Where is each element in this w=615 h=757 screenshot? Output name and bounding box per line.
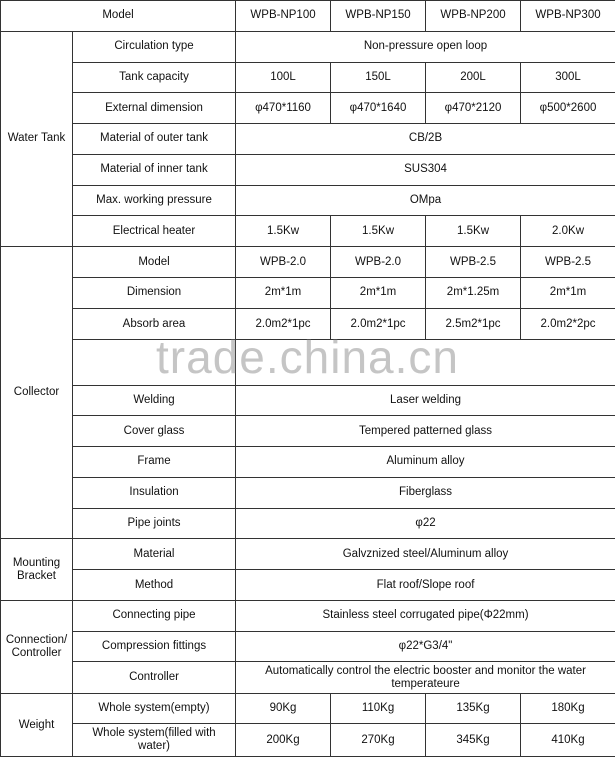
- cell-value: 1.5Kw: [426, 216, 521, 247]
- table-row: [1, 216, 615, 247]
- empty-cell: [236, 340, 615, 385]
- cell-value: 150L: [331, 62, 426, 93]
- model-name: WPB-NP150: [331, 1, 426, 32]
- cell-value: WPB-2.0: [236, 247, 331, 278]
- empty-cell: [73, 340, 236, 385]
- row-label: Tank capacity: [73, 62, 236, 93]
- category-connection-controller: Connection/ Controller: [1, 600, 73, 693]
- row-value: SUS304: [236, 154, 615, 185]
- cell-value: WPB-2.0: [331, 247, 426, 278]
- model-name: WPB-NP200: [426, 1, 521, 32]
- cell-value: 200L: [426, 62, 521, 93]
- row-label: External dimension: [73, 93, 236, 124]
- row-label: Controller: [73, 662, 236, 694]
- cell-value: 2m*1m: [521, 277, 615, 308]
- cell-value: 2m*1m: [236, 277, 331, 308]
- cell-value: 2.0m2*1pc: [236, 308, 331, 340]
- header-label: Model: [1, 1, 236, 32]
- cell-value: 2.0m2*1pc: [331, 308, 426, 340]
- cell-value: φ470*2120: [426, 93, 521, 124]
- row-value: CB/2B: [236, 124, 615, 155]
- row-label: Max. working pressure: [73, 185, 236, 216]
- row-label: Cover glass: [73, 416, 236, 447]
- table-row: [1, 308, 615, 340]
- row-label: Whole system(empty): [73, 694, 236, 724]
- table-row: [1, 31, 615, 62]
- category-water-tank: Water Tank: [1, 31, 73, 246]
- watermark: trade.china.cn: [156, 331, 459, 383]
- cell-value: 2.0m2*2pc: [521, 308, 615, 340]
- row-label: Welding: [73, 385, 236, 416]
- cell-value: 100L: [236, 62, 331, 93]
- cell-value: 90Kg: [236, 694, 331, 724]
- category-collector: Collector: [1, 247, 73, 539]
- row-label: Connecting pipe: [73, 600, 236, 631]
- model-name: WPB-NP100: [236, 1, 331, 32]
- row-label: Frame: [73, 447, 236, 478]
- cell-value: 345Kg: [426, 724, 521, 757]
- cell-value: 2.0Kw: [521, 216, 615, 247]
- row-label: Whole system(filled with water): [73, 724, 236, 757]
- table-row: [1, 600, 615, 631]
- cell-value: 200Kg: [236, 724, 331, 757]
- row-value: Galvznized steel/Aluminum alloy: [236, 539, 615, 570]
- category-mounting-bracket: Mounting Bracket: [1, 539, 73, 601]
- cell-value: 2m*1.25m: [426, 277, 521, 308]
- table-row: [1, 447, 615, 478]
- table-row: [1, 539, 615, 570]
- table-row: [1, 62, 615, 93]
- model-name: WPB-NP300: [521, 1, 615, 32]
- row-label: Material: [73, 539, 236, 570]
- cell-value: φ470*1640: [331, 93, 426, 124]
- cell-value: 300L: [521, 62, 615, 93]
- row-label: Insulation: [73, 477, 236, 508]
- table-row: [1, 508, 615, 539]
- row-value: Flat roof/Slope roof: [236, 570, 615, 601]
- table-row: [1, 570, 615, 601]
- row-value: Tempered patterned glass: [236, 416, 615, 447]
- cell-value: φ500*2600: [521, 93, 615, 124]
- table-row: [1, 385, 615, 416]
- header-row: [1, 1, 615, 32]
- row-value: OMpa: [236, 185, 615, 216]
- cell-value: 110Kg: [331, 694, 426, 724]
- table-row: [1, 477, 615, 508]
- cell-value: 1.5Kw: [331, 216, 426, 247]
- table-row: [1, 185, 615, 216]
- row-label: Compression fittings: [73, 631, 236, 662]
- table-row: [1, 247, 615, 278]
- cell-value: 410Kg: [521, 724, 615, 757]
- row-value: Automatically control the electric booster and monitor the water temperateure: [236, 662, 615, 694]
- row-label: Dimension: [73, 277, 236, 308]
- cell-value: 1.5Kw: [236, 216, 331, 247]
- row-value: Fiberglass: [236, 477, 615, 508]
- table-row: [1, 416, 615, 447]
- row-label: Absorb area: [73, 308, 236, 340]
- row-value: Laser welding: [236, 385, 615, 416]
- table-row: [1, 724, 615, 757]
- row-value: φ22: [236, 508, 615, 539]
- row-value: φ22*G3/4": [236, 631, 615, 662]
- cell-value: 180Kg: [521, 694, 615, 724]
- blank-row: [1, 340, 615, 385]
- row-label: Pipe joints: [73, 508, 236, 539]
- table-row: [1, 277, 615, 308]
- table-row: [1, 124, 615, 155]
- category-weight: Weight: [1, 694, 73, 757]
- cell-value: 270Kg: [331, 724, 426, 757]
- cell-value: 2m*1m: [331, 277, 426, 308]
- table-row: [1, 154, 615, 185]
- row-label: Electrical heater: [73, 216, 236, 247]
- row-label: Method: [73, 570, 236, 601]
- row-label: Circulation type: [73, 31, 236, 62]
- cell-value: 2.5m2*1pc: [426, 308, 521, 340]
- row-label: Material of inner tank: [73, 154, 236, 185]
- cell-value: 135Kg: [426, 694, 521, 724]
- row-value: Aluminum alloy: [236, 447, 615, 478]
- row-value: Stainless steel corrugated pipe(Φ22mm): [236, 600, 615, 631]
- table-row: [1, 93, 615, 124]
- cell-value: WPB-2.5: [426, 247, 521, 278]
- cell-value: WPB-2.5: [521, 247, 615, 278]
- table-row: [1, 694, 615, 724]
- row-value: Non-pressure open loop: [236, 31, 615, 62]
- table-row: [1, 631, 615, 662]
- row-label: Material of outer tank: [73, 124, 236, 155]
- row-label: Model: [73, 247, 236, 278]
- cell-value: φ470*1160: [236, 93, 331, 124]
- table-row: [1, 662, 615, 694]
